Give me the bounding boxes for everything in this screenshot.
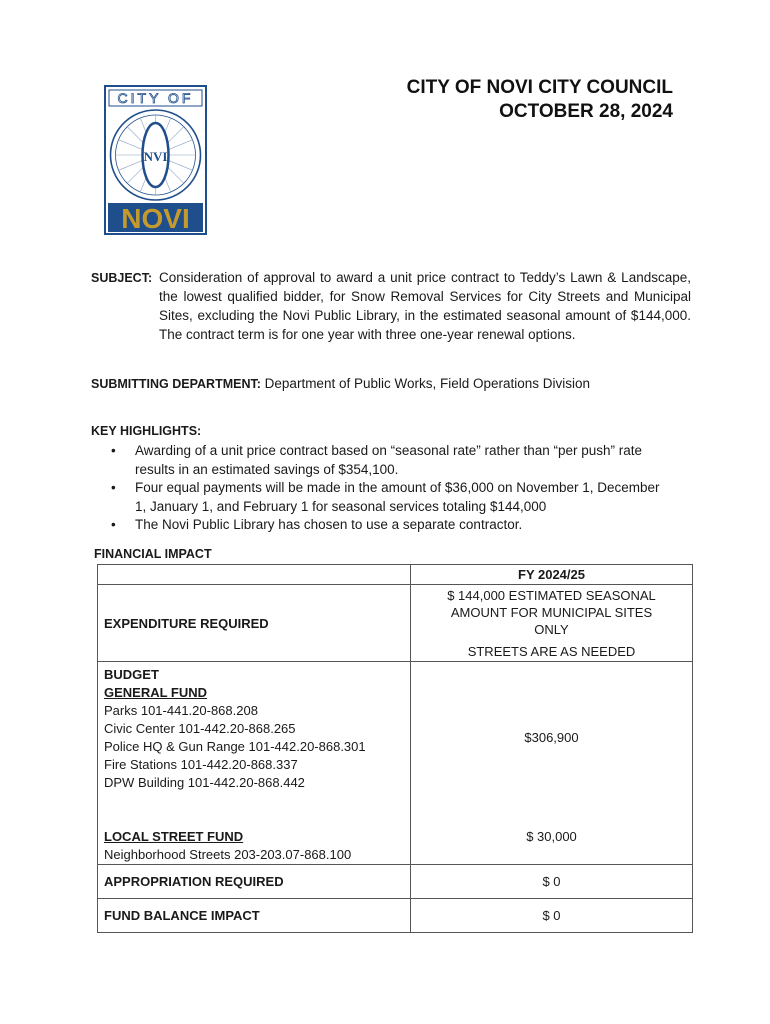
expenditure-label: EXPENDITURE REQUIRED bbox=[98, 585, 411, 662]
meeting-date: OCTOBER 28, 2024 bbox=[499, 101, 673, 122]
general-fund-line: Fire Stations 101-442.20-868.337 bbox=[104, 757, 298, 772]
table-row bbox=[98, 865, 693, 899]
table-row bbox=[98, 899, 693, 933]
key-highlights-list bbox=[91, 442, 671, 535]
department-value: Department of Public Works, Field Operations Division bbox=[264, 376, 591, 391]
subject-text: Consideration of approval to award a unit price contract to Teddy’s Lawn & Landscape, the lowest qualified bidder, for Snow Removal Services for City Streets and Municipal Sites, excluding the Novi Public Library, in the estimated seasonal amount of $144,000. The contract term is for one year with three one-year renewal options. bbox=[159, 270, 691, 342]
financial-impact-table bbox=[97, 564, 693, 933]
table-row bbox=[98, 585, 693, 662]
fund-balance-label: FUND BALANCE IMPACT bbox=[98, 899, 411, 933]
list-item: • The Novi Public Library has chosen to use a separate contractor. bbox=[111, 517, 523, 532]
general-fund-line: Parks 101-441.20-868.208 bbox=[104, 703, 258, 718]
streets-note: STREETS ARE AS NEEDED bbox=[467, 644, 636, 659]
logo-top-text: CITY OF bbox=[117, 90, 194, 106]
submitting-department bbox=[91, 376, 590, 391]
appropriation-value: $ 0 bbox=[411, 865, 693, 899]
general-fund-value: $306,900 bbox=[524, 729, 579, 745]
subject-label: SUBJECT: bbox=[91, 271, 153, 285]
general-fund-line: Civic Center 101-442.20-868.265 bbox=[104, 721, 296, 736]
budget-label: BUDGET bbox=[104, 667, 159, 682]
fund-balance-value: $ 0 bbox=[411, 899, 693, 933]
general-fund-label: GENERAL FUND bbox=[104, 685, 208, 700]
local-street-line: Neighborhood Streets 203-203.07-868.100 bbox=[104, 847, 352, 862]
local-street-fund-label: LOCAL STREET FUND bbox=[104, 829, 244, 844]
council-title: CITY OF NOVI CITY COUNCIL bbox=[406, 77, 673, 98]
expenditure-value: $ 144,000 ESTIMATED SEASONAL AMOUNT FOR MUNICIPAL SITES ONLY bbox=[447, 588, 656, 637]
document-header bbox=[407, 76, 673, 124]
financial-impact-title: FINANCIAL IMPACT bbox=[94, 547, 212, 561]
logo-bottom-text: NOVI bbox=[121, 203, 190, 234]
list-item: • Awarding of a unit price contract based on “seasonal rate” rather than “per push” rate results in an estimated savings of $354,100. bbox=[111, 443, 643, 477]
key-highlights-title: KEY HIGHLIGHTS: bbox=[91, 424, 202, 438]
logo-center-text: NVI bbox=[143, 149, 168, 164]
general-fund-line: DPW Building 101-442.20-868.442 bbox=[104, 775, 305, 790]
general-fund-line: Police HQ & Gun Range 101-442.20-868.301 bbox=[104, 739, 366, 754]
table-row bbox=[98, 662, 693, 865]
list-item: • Four equal payments will be made in the amount of $36,000 on November 1, December 1, January 1, and February 1 for seasonal services totaling $144,000 bbox=[111, 480, 660, 514]
table-row bbox=[98, 565, 693, 585]
city-of-novi-logo bbox=[104, 85, 207, 235]
appropriation-label: APPROPRIATION REQUIRED bbox=[98, 865, 411, 899]
fiscal-year-header: FY 2024/25 bbox=[411, 565, 693, 585]
department-label: SUBMITTING DEPARTMENT: bbox=[91, 377, 261, 391]
local-street-value: $ 30,000 bbox=[526, 828, 577, 844]
